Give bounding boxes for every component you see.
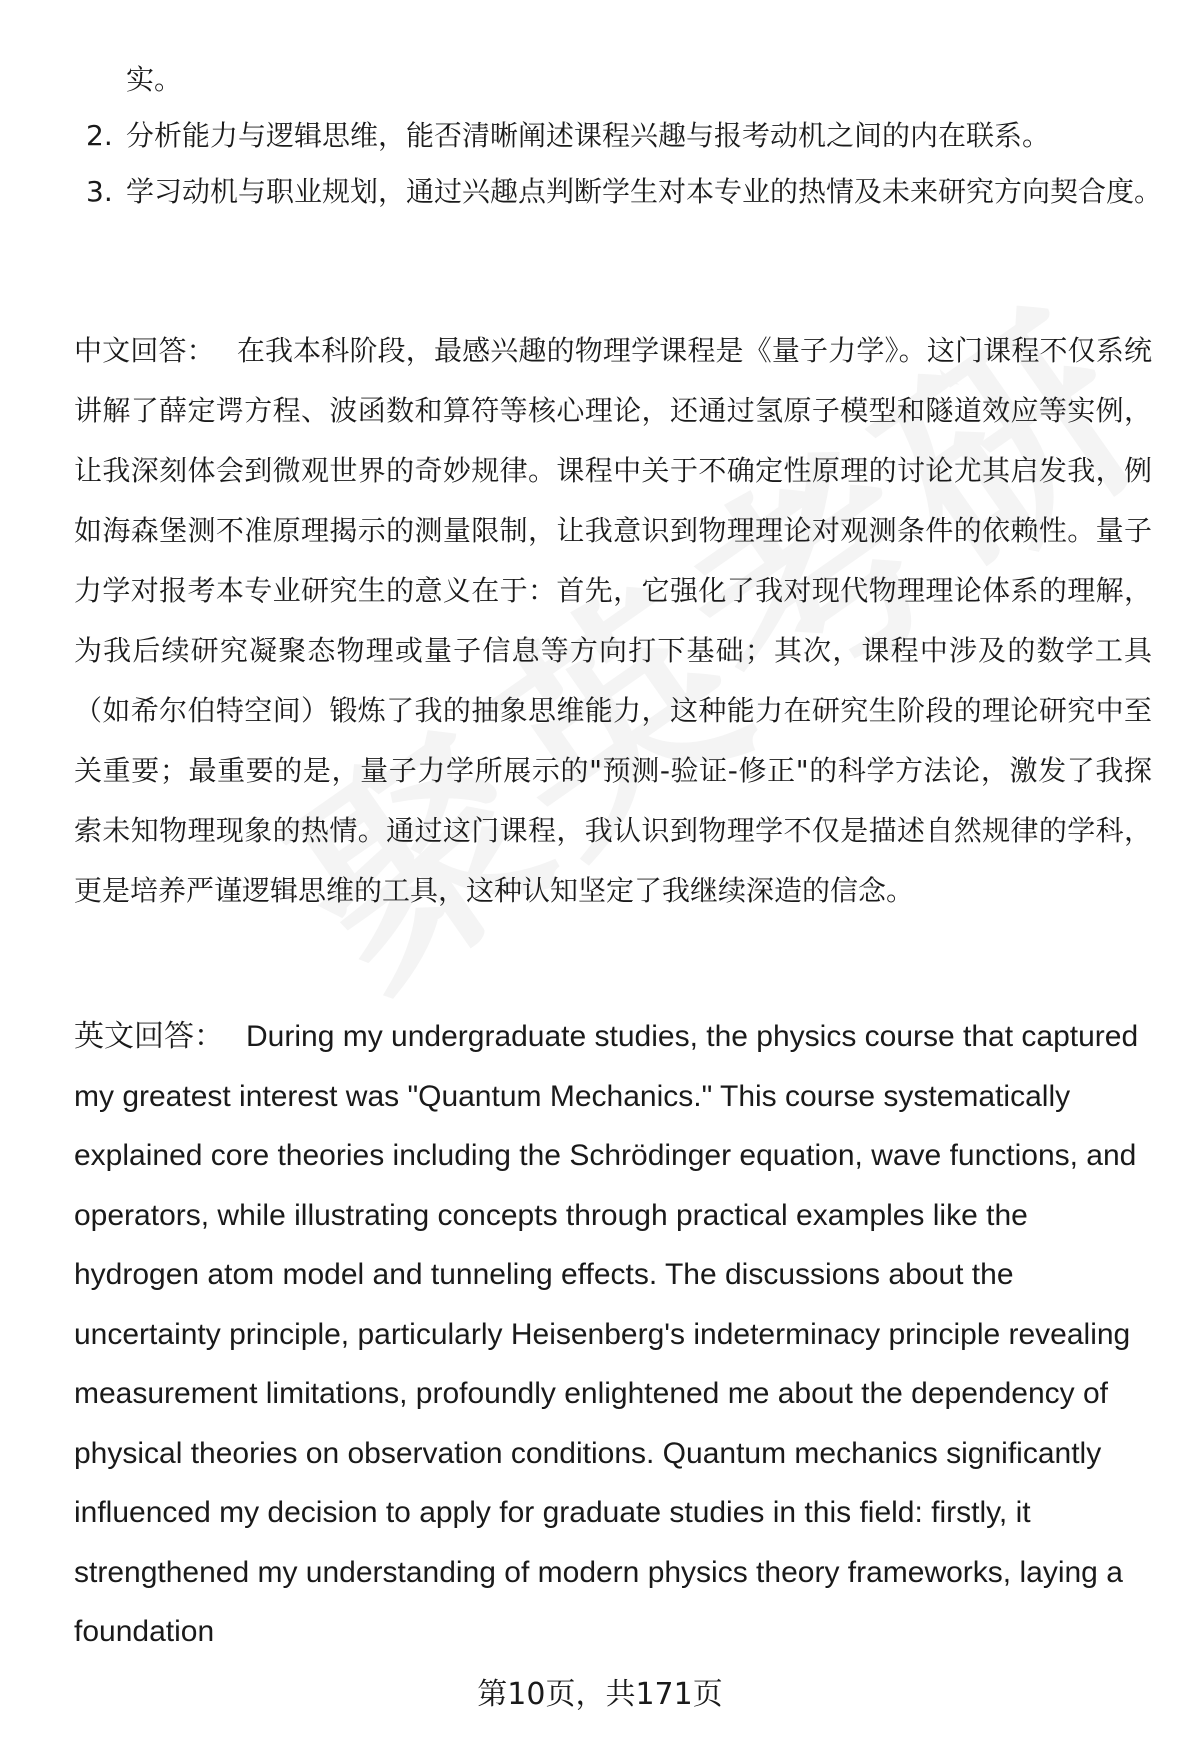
- list-item-number: 2.: [86, 119, 113, 152]
- chinese-answer-text: 在我本科阶段，最感兴趣的物理学课程是《量子力学》。这门课程不仅系统讲解了薛定谔方程、波函数和算符等核心理论，还通过氢原子模型和隧道效应等实例，让我深刻体会到微观世界的奇妙规律。课程中关于不确定性原理的讨论尤其启发我，例如海森堡测不准原理揭示的测量限制，让我意识到物理理论对观测条件的依赖性。量子力学对报考本专业研究生的意义在于：首先，它强化了我对现代物理理论体系的理解，为我后续研究凝聚态物理或量子信息等方向打下基础；其次，课程中涉及的数学工具（如希尔伯特空间）锻炼了我的抽象思维能力，这种能力在研究生阶段的理论研究中至关重要；最重要的是，量子力学所展示的"预测-验证-修正"的科学方法论，激发了我探索未知物理现象的热情。通过这门课程，我认识到物理学不仅是描述自然规律的学科，更是培养严谨逻辑思维的工具，这种认知坚定了我继续深造的信念。: [74, 334, 1152, 907]
- page-number-footer: 第10页，共171页: [477, 1677, 723, 1712]
- list-item-number: 3.: [86, 175, 113, 208]
- english-answer-label: 英文回答：: [74, 1020, 224, 1053]
- criteria-list: [74, 52, 1164, 220]
- list-item-text: 学习动机与职业规划，通过兴趣点判断学生对本专业的热情及未来研究方向契合度。: [126, 175, 1163, 208]
- chinese-answer-label: 中文回答：: [74, 334, 215, 367]
- list-item: [74, 52, 1164, 108]
- list-item-text: 分析能力与逻辑思维，能否清晰阐述课程兴趣与报考动机之间的内在联系。: [126, 119, 1051, 152]
- list-item-text: 实。: [126, 63, 183, 96]
- english-answer-text: During my undergraduate studies, the physics course that captured my greatest interest was "Quantum Mechanics." This course systematically explained core theories including the Schrödinger equation, wave functions, and operators, while illustrating concepts through practical examples like the hydrogen atom model and tunneling effects. The discussions about the uncertainty principle, particularly Heisenberg's indeterminacy principle revealing measurement limitations, profoundly enlightened me about the dependency of physical theories on observation conditions. Quantum mechanics significantly influenced my decision to apply for graduate studies in this field: firstly, it strengthened my understanding of modern physics theory frameworks, laying a foundation: [74, 1020, 1139, 1648]
- english-answer-paragraph: [74, 1007, 1152, 1662]
- chinese-answer-paragraph: [74, 321, 1152, 921]
- list-item: [74, 108, 1164, 164]
- list-item: [74, 164, 1164, 220]
